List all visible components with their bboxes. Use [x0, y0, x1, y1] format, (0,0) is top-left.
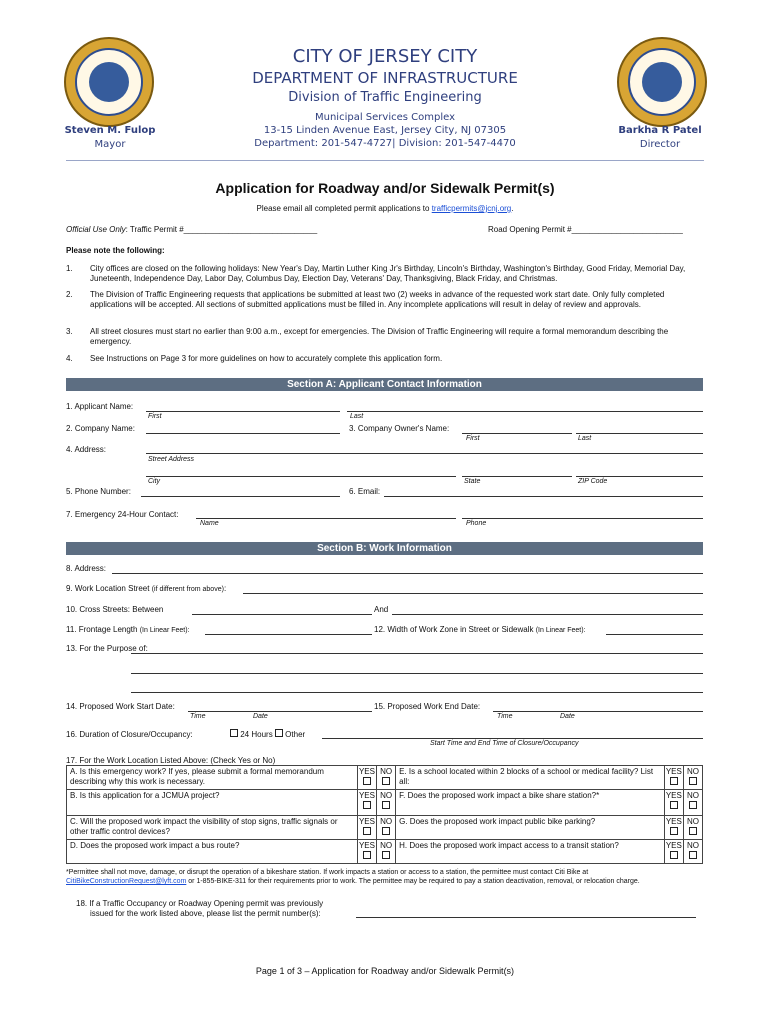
question-h-yes [664, 840, 683, 864]
end-date-input[interactable] [493, 711, 703, 712]
question-h-text: H. Does the proposed work impact access to a transit station? [396, 840, 665, 864]
no-label: NO [380, 841, 393, 850]
street-address-sublabel: Street Address [148, 456, 195, 463]
last-sublabel: Last [350, 413, 364, 420]
note-text: City offices are closed on the following holidays: New Year's Day, Martin Luther King Jr's Birthday, Lincoln's Birthday, Washington's Birthday, Good Friday, Memorial Day, Juneteenth, Independence Day, Labor Day, Columbus Day, Election Day, Veterans' Day, Thanksgiving, Black Friday, and Christmas. [90, 264, 686, 283]
company-name-input[interactable] [146, 433, 340, 434]
question-g-no-checkbox[interactable] [689, 827, 697, 835]
question-18-line1: 18. If a Traffic Occupancy or Roadway Opening permit was previously [76, 899, 324, 908]
duration-other-checkbox[interactable] [275, 729, 283, 737]
question-row [67, 790, 703, 816]
mayor-name: Steven M. Fulop [64, 125, 156, 136]
question-e-yes [664, 766, 683, 790]
work-zone-width-input[interactable] [606, 634, 703, 635]
department-phones: Department: 201-547-4727| Division: 201-547-4470 [254, 138, 516, 149]
question-e-yes-checkbox[interactable] [670, 777, 678, 785]
note-number: 4. [66, 354, 73, 363]
section-a-header: Section A: Applicant Contact Information [66, 378, 703, 391]
duration-other-text: Other [285, 730, 306, 739]
state-input[interactable] [462, 476, 572, 477]
width-text: 12. Width of Work Zone in Street or Sidewalk [374, 625, 534, 634]
city-name: CITY OF JERSEY CITY [292, 46, 478, 67]
work-location-note: (if different from above) [151, 586, 224, 593]
question-f-no-checkbox[interactable] [689, 801, 697, 809]
street-address-input[interactable] [146, 453, 703, 454]
note-number: 2. [66, 290, 73, 299]
question-b-yes-checkbox[interactable] [363, 801, 371, 809]
work-location-input[interactable] [243, 593, 703, 594]
question-g-no [683, 816, 702, 840]
question-e-text: E. Is a school located within 2 blocks of a school or medical facility? List all: [396, 766, 665, 790]
note-text: See Instructions on Page 3 for more guidelines on how to accurately complete this application form. [90, 354, 443, 363]
end-date-sublabel: Date [560, 713, 575, 720]
no-label: NO [686, 841, 699, 850]
question-a-yes-checkbox[interactable] [363, 777, 371, 785]
section-b-header: Section B: Work Information [66, 542, 703, 555]
start-time-sublabel: Time [190, 713, 206, 720]
no-label: NO [686, 817, 699, 826]
complex-address: 13-15 Linden Avenue East, Jersey City, NJ 07305 [263, 125, 507, 136]
permittee-note-line1: *Permittee shall not move, damage, or disrupt the operation of a bikeshare station. If work impacts a station or access to a station, the permittee must contact Citi Bike at [66, 869, 589, 876]
email-label: 6. Email: [349, 487, 381, 496]
official-use-line [66, 225, 317, 235]
note-text: The Division of Traffic Engineering requests that applications be submitted at least two (2) weeks in advance of the requested work start date. Only fully completed applications will be accepted. All sections of submitted applications must be filled in. Any incomplete applications will result in delay of review and approvals. [90, 290, 665, 309]
director-name: Barkha R Patel [618, 125, 702, 136]
owner-last-name-input[interactable] [576, 433, 703, 434]
no-label: NO [380, 817, 393, 826]
official-use-label: Official Use Only [66, 225, 126, 234]
no-label: NO [686, 767, 699, 776]
city-input[interactable] [146, 476, 456, 477]
citibike-email-link[interactable]: CitiBikeConstructionRequest@lyft.com [66, 878, 187, 885]
work-address-input[interactable] [112, 573, 703, 574]
question-row [67, 840, 703, 864]
road-opening-permit-field: Road Opening Permit #_________________________ [488, 225, 683, 234]
work-location-text: 9. Work Location Street [66, 584, 150, 593]
emergency-phone-input[interactable] [462, 518, 703, 519]
header-divider [66, 160, 704, 161]
permittee-note-line2: or 1-855-BIKE-311 for their requirements prior to work. The permittee may be required to pay a station deactivation, removal, or relocation charge. [186, 878, 640, 885]
cross-street-and-input[interactable] [392, 614, 703, 615]
start-end-time-sublabel: Start Time and End Time of Closure/Occupancy [430, 740, 579, 747]
question-c-yes [357, 816, 376, 840]
previous-permit-numbers-input[interactable] [356, 917, 696, 918]
owner-first-sublabel: First [466, 435, 480, 442]
yes-label: YES [358, 791, 375, 800]
question-b-text: B. Is this application for a JCMUA project? [67, 790, 358, 816]
question-h-no [683, 840, 702, 864]
question-c-text: C. Will the proposed work impact the visibility of stop signs, traffic signals or other traffic control devices? [67, 816, 358, 840]
question-row [67, 766, 703, 790]
permittee-note [66, 868, 706, 886]
start-date-label: 14. Proposed Work Start Date: [66, 702, 175, 711]
question-e-no-checkbox[interactable] [689, 777, 697, 785]
email-prefix: Please email all completed permit applications to [256, 204, 432, 213]
question-a-yes [357, 766, 376, 790]
notes-heading: Please note the following: [66, 246, 165, 255]
emergency-name-input[interactable] [196, 518, 456, 519]
question-c-yes-checkbox[interactable] [363, 827, 371, 835]
question-c-no-checkbox[interactable] [382, 827, 390, 835]
email-suffix: . [511, 204, 514, 213]
question-d-text: D. Does the proposed work impact a bus route? [67, 840, 358, 864]
question-d-no [377, 840, 396, 864]
note-number: 1. [66, 264, 73, 273]
address-label: 4. Address: [66, 445, 107, 454]
applicant-last-name-input[interactable] [347, 411, 703, 412]
director-block [605, 124, 715, 152]
question-g-yes [664, 816, 683, 840]
name-sublabel: Name [200, 520, 219, 527]
question-e-no [683, 766, 702, 790]
note-number: 3. [66, 327, 73, 336]
purpose-input-line-3[interactable] [131, 692, 703, 693]
phone-number-label: 5. Phone Number: [66, 487, 131, 496]
complex-name: Municipal Services Complex [315, 112, 455, 123]
cross-street-between-input[interactable] [192, 614, 372, 615]
no-label: NO [686, 791, 699, 800]
applicant-first-name-input[interactable] [146, 411, 340, 412]
question-b-no-checkbox[interactable] [382, 801, 390, 809]
frontage-note: (In Linear Feet): [139, 627, 190, 634]
frontage-length-input[interactable] [205, 634, 372, 635]
work-location-questions-table [66, 765, 703, 864]
zip-sublabel: ZIP Code [578, 478, 608, 485]
cross-streets-label: 10. Cross Streets: Between [66, 605, 164, 614]
emergency-contact-label: 7. Emergency 24-Hour Contact: [66, 510, 179, 519]
question-18 [76, 899, 323, 919]
no-label: NO [380, 791, 393, 800]
note-text: All street closures must start no earlier than 9:00 a.m., except for emergencies. The Division of Traffic Engineering will require a formal memorandum describing the emergency. [90, 327, 669, 346]
owner-last-sublabel: Last [578, 435, 592, 442]
phone-number-input[interactable] [141, 496, 340, 497]
company-owner-name-label: 3. Company Owner's Name: [349, 424, 450, 433]
yes-label: YES [358, 767, 375, 776]
question-h-yes-checkbox[interactable] [670, 851, 678, 859]
question-d-no-checkbox[interactable] [382, 851, 390, 859]
duration-24-hours-option [230, 729, 305, 739]
mayor-title: Mayor [94, 139, 126, 150]
city-sublabel: City [148, 478, 161, 485]
cross-streets-and-label: And [374, 605, 389, 614]
duration-label: 16. Duration of Closure/Occupancy: [66, 730, 193, 739]
work-address-label: 8. Address: [66, 564, 107, 573]
question-b-yes [357, 790, 376, 816]
question-f-no [683, 790, 702, 816]
duration-24-hours-checkbox[interactable] [230, 729, 238, 737]
department-name: DEPARTMENT OF INFRASTRUCTURE [252, 69, 518, 87]
end-date-label: 15. Proposed Work End Date: [374, 702, 481, 711]
yes-label: YES [665, 841, 682, 850]
question-row [67, 816, 703, 840]
question-g-yes-checkbox[interactable] [670, 827, 678, 835]
work-zone-width-label [374, 625, 586, 635]
question-d-yes [357, 840, 376, 864]
division-name: Division of Traffic Engineering [288, 90, 482, 105]
question-a-no [377, 766, 396, 790]
yes-label: YES [665, 791, 682, 800]
company-name-label: 2. Company Name: [66, 424, 135, 433]
duration-24-hours-text: 24 Hours [240, 730, 273, 739]
mayor-block [55, 124, 165, 152]
yes-label: YES [665, 817, 682, 826]
email-instruction [0, 204, 770, 214]
duration-other-input[interactable] [322, 738, 703, 739]
question-h-no-checkbox[interactable] [689, 851, 697, 859]
traffic-permit-field: : Traffic Permit #______________________________ [125, 225, 318, 234]
state-sublabel: State [464, 478, 481, 485]
zip-input[interactable] [576, 476, 703, 477]
frontage-length-label [66, 625, 190, 635]
yes-label: YES [358, 817, 375, 826]
page-footer: Page 1 of 3 – Application for Roadway and/or Sidewalk Permit(s) [255, 966, 515, 976]
permits-email-link[interactable]: trafficpermits@jcnj.org [431, 204, 512, 213]
phone-sublabel: Phone [466, 520, 487, 527]
question-d-yes-checkbox[interactable] [363, 851, 371, 859]
question-f-text: F. Does the proposed work impact a bike share station?* [396, 790, 665, 816]
first-sublabel: First [148, 413, 162, 420]
owner-first-name-input[interactable] [462, 433, 572, 434]
email-input[interactable] [384, 496, 703, 497]
question-g-text: G. Does the proposed work impact public bike parking? [396, 816, 665, 840]
width-note: (In Linear Feet): [535, 627, 586, 634]
end-time-sublabel: Time [497, 713, 513, 720]
purpose-input-line-2[interactable] [131, 673, 703, 674]
work-location-label: 9. Work Location Street (if different from above): [66, 584, 227, 593]
question-18-line2: issued for the work listed above, please list the permit number(s): [90, 909, 321, 918]
question-f-yes [664, 790, 683, 816]
frontage-text: 11. Frontage Length [66, 625, 138, 634]
director-title: Director [639, 139, 681, 150]
question-c-no [377, 816, 396, 840]
purpose-label: 13. For the Purpose of: [66, 644, 148, 653]
question-a-no-checkbox[interactable] [382, 777, 390, 785]
question-a-text: A. Is this emergency work? If yes, please submit a formal memorandum describing why this work is necessary. [67, 766, 358, 790]
start-date-input[interactable] [188, 711, 372, 712]
question-17-label: 17. For the Work Location Listed Above: (Check Yes or No) [66, 756, 276, 765]
question-b-no [377, 790, 396, 816]
no-label: NO [380, 767, 393, 776]
question-f-yes-checkbox[interactable] [670, 801, 678, 809]
form-title: Application for Roadway and/or Sidewalk Permit(s) [215, 180, 555, 196]
yes-label: YES [665, 767, 682, 776]
purpose-input-line-1[interactable] [131, 653, 703, 654]
start-date-sublabel: Date [253, 713, 268, 720]
yes-label: YES [358, 841, 375, 850]
applicant-name-label: 1. Applicant Name: [66, 402, 134, 411]
